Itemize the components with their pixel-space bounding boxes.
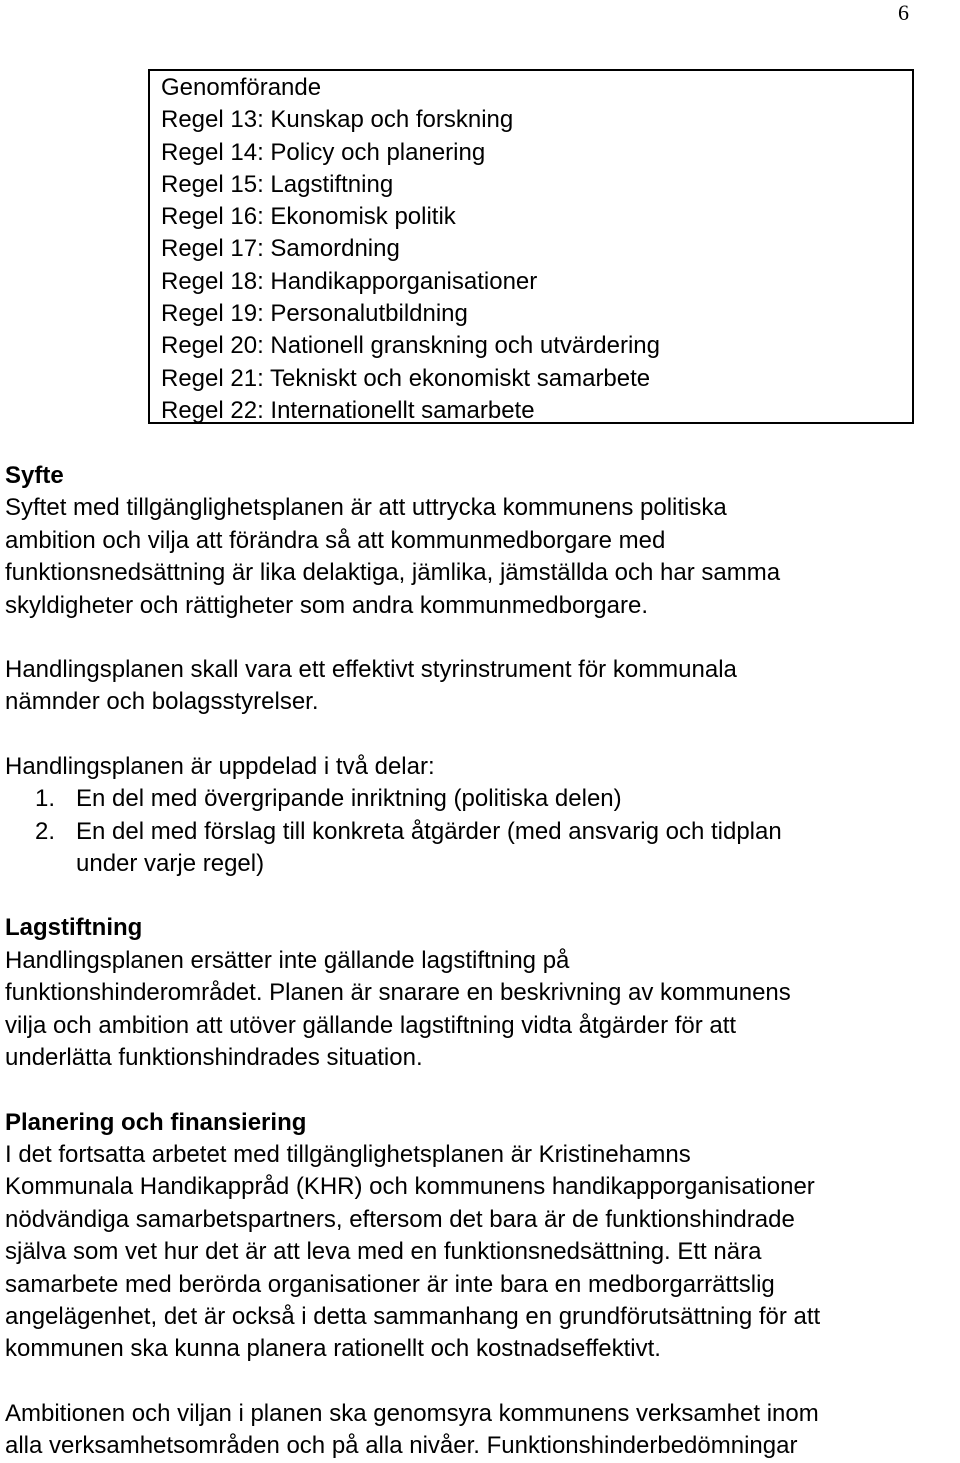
text-line: nämnder och bolagsstyrelser.	[5, 688, 319, 716]
box-item: Regel 15: Lagstiftning	[161, 170, 394, 198]
text-line: skyldigheter och rättigheter som andra kommunmedborgare.	[5, 591, 648, 619]
text-line: samarbete med berörda organisationer är inte bara en medborgarrättslig	[5, 1270, 775, 1298]
text-line: angelägenhet, det är också i detta sammanhang en grundförutsättning för att	[5, 1302, 821, 1330]
box-title: Genomförande	[161, 74, 322, 101]
text-line: kommunen ska kunna planera rationellt och kostnadseffektivt.	[5, 1335, 661, 1363]
box-item: Regel 17: Samordning	[161, 235, 400, 263]
box-item: Regel 22: Internationellt samarbete	[161, 396, 535, 424]
syfte-paragraph-2	[5, 654, 960, 719]
list-item	[5, 816, 960, 881]
text-line: En del med förslag till konkreta åtgärder (med ansvarig och tidplan	[76, 817, 782, 845]
text-line: Kommunala Handikappråd (KHR) och kommunens handikapporganisationer	[5, 1173, 815, 1201]
section-heading-lagstiftning: Lagstiftning	[5, 914, 143, 942]
text-line: nödvändiga samarbetspartners, eftersom det bara är de funktionshindrade	[5, 1205, 795, 1233]
box-item: Regel 16: Ekonomisk politik	[161, 203, 456, 231]
implementation-box	[148, 69, 914, 424]
text-line: funktionsnedsättning är lika delaktiga, jämlika, jämställda och har samma	[5, 559, 781, 587]
text-line: funktionshinderområdet. Planen är snarare en beskrivning av kommunens	[5, 979, 791, 1007]
text-line: Ambitionen och viljan i planen ska genomsyra kommunens verksamhet inom	[5, 1399, 819, 1427]
planering-paragraph-2	[5, 1398, 960, 1463]
lagstiftning-paragraph	[5, 945, 960, 1075]
syfte-paragraph-1	[5, 492, 960, 622]
text-line: vilja och ambition att utöver gällande lagstiftning vidta åtgärder för att	[5, 1011, 737, 1039]
page-number: 6	[898, 0, 909, 25]
text-line: Syftet med tillgänglighetsplanen är att uttrycka kommunens politiska	[5, 494, 727, 522]
text-line: alla verksamhetsområden och på alla nivåer. Funktionshinderbedömningar	[5, 1432, 798, 1460]
text-line: En del med övergripande inriktning (politiska delen)	[76, 785, 622, 813]
text-line: Handlingsplanen skall vara ett effektivt styrinstrument för kommunala	[5, 656, 737, 684]
section-heading-syfte: Syfte	[5, 462, 64, 489]
box-item: Regel 21: Tekniskt och ekonomiskt samarbete	[161, 364, 651, 392]
text-line: I det fortsatta arbetet med tillgänglighetsplanen är Kristinehamns	[5, 1140, 691, 1168]
text-line: underlätta funktionshindrades situation.	[5, 1044, 423, 1072]
text-line: själva som vet hur det är att leva med en funktionsnedsättning. Ett nära	[5, 1238, 762, 1266]
text-line: under varje regel)	[76, 850, 265, 878]
list-number: 2.	[35, 817, 56, 845]
list-number: 1.	[35, 785, 56, 813]
list-intro: Handlingsplanen är uppdelad i två delar:	[5, 752, 435, 780]
list-item	[5, 783, 960, 815]
planering-paragraph-1	[5, 1139, 960, 1366]
box-item: Regel 19: Personalutbildning	[161, 300, 468, 328]
box-item: Regel 18: Handikapporganisationer	[161, 267, 538, 295]
box-item: Regel 20: Nationell granskning och utvärdering	[161, 332, 660, 360]
box-item: Regel 14: Policy och planering	[161, 138, 486, 166]
box-item: Regel 13: Kunskap och forskning	[161, 106, 514, 134]
section-heading-planering: Planering och finansiering	[5, 1108, 307, 1136]
text-line: ambition och vilja att förändra så att kommunmedborgare med	[5, 526, 666, 554]
document-body	[5, 460, 960, 1463]
text-line: Handlingsplanen ersätter inte gällande lagstiftning på	[5, 946, 570, 974]
